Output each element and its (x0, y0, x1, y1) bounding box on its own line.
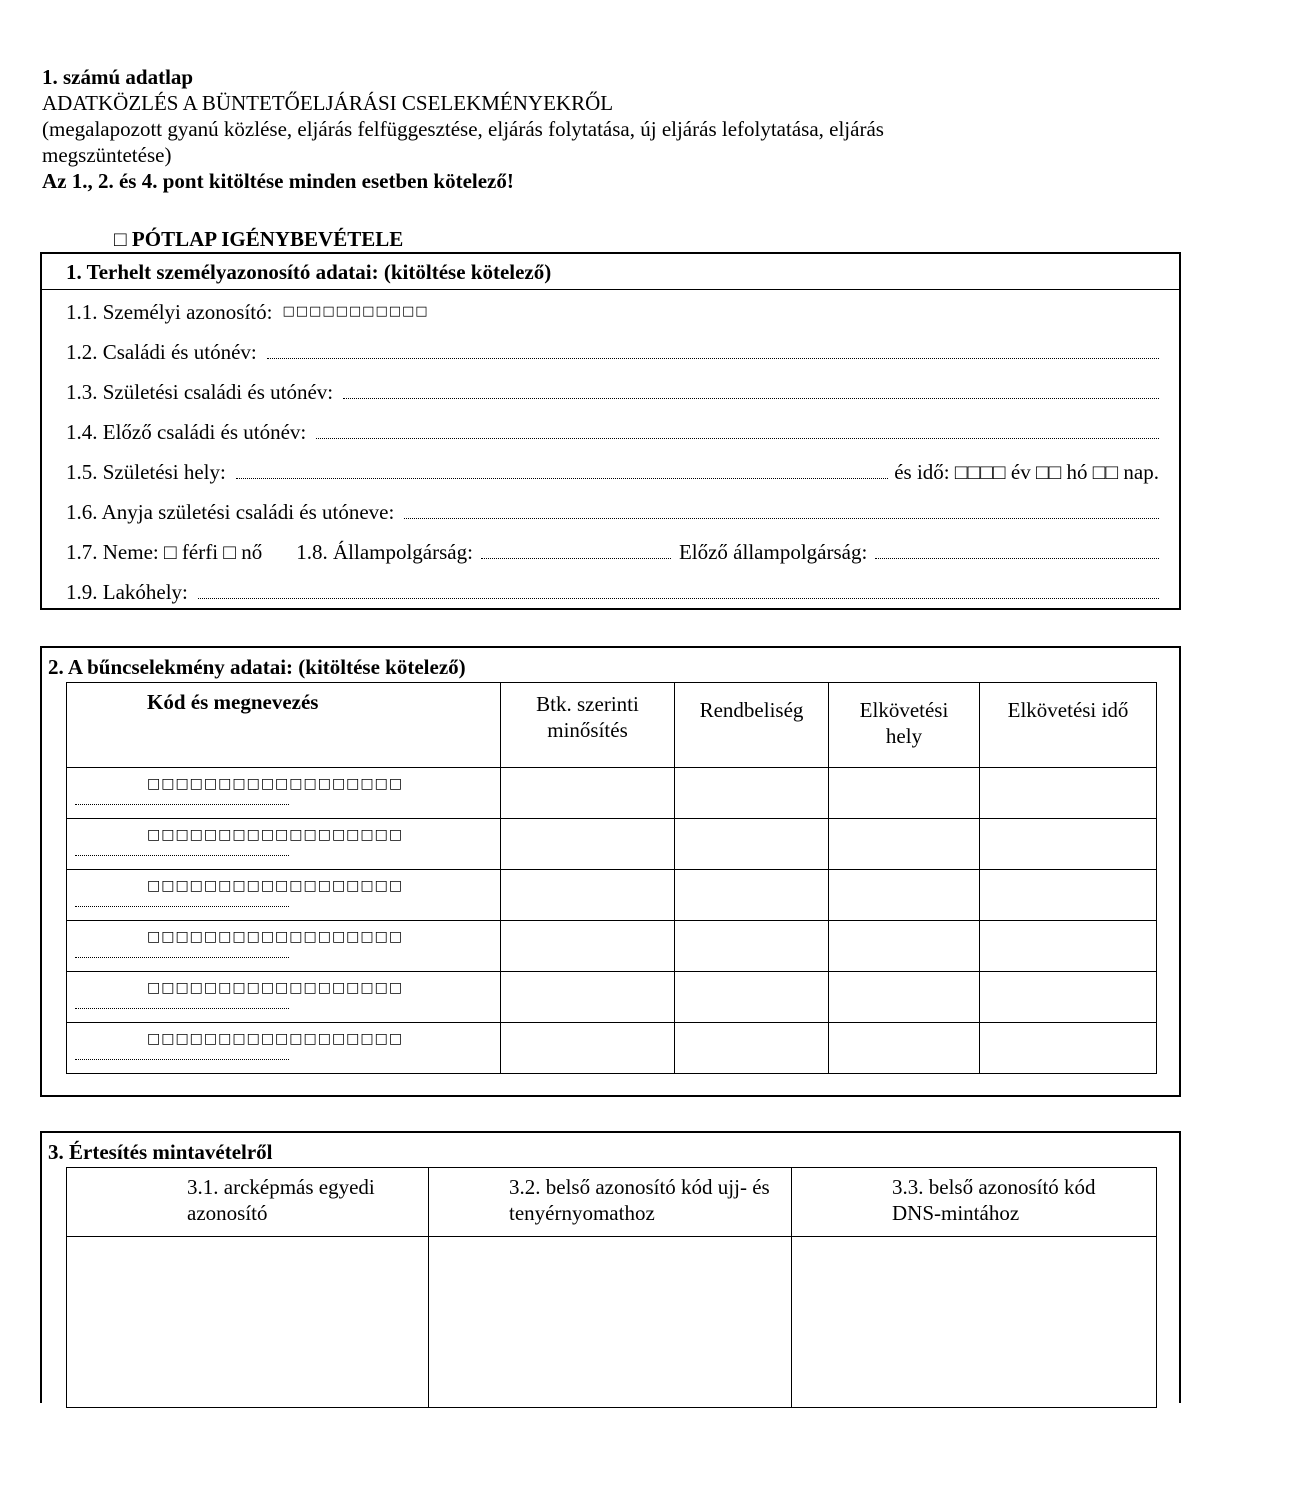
place-cell[interactable] (829, 921, 980, 972)
sample-table-header (67, 1168, 1157, 1237)
name-line[interactable] (75, 957, 289, 958)
code-cell[interactable] (67, 870, 501, 921)
code-cell[interactable] (67, 1023, 501, 1074)
form-number: 1. számú adatlap (42, 65, 194, 89)
table-row (67, 819, 1157, 870)
offense-table-header (67, 683, 1157, 768)
field-1-2[interactable] (66, 339, 1159, 365)
code-cell[interactable] (67, 819, 501, 870)
table-row (67, 768, 1157, 819)
col-header-dna-code: 3.3. belső azonosító kód DNS-mintához (792, 1168, 1157, 1237)
code-boxes[interactable]: □□□□□□□□□□□□□□□□□□ (147, 929, 404, 945)
table-row (67, 972, 1157, 1023)
field-1-1-label: 1.1. Személyi azonosító: (66, 300, 273, 324)
field-1-2-input[interactable] (267, 339, 1159, 359)
code-boxes[interactable]: □□□□□□□□□□□□□□□□□□ (147, 878, 404, 894)
section-1-header (42, 254, 1179, 290)
previous-citizenship-input[interactable] (875, 539, 1159, 559)
table-row (67, 870, 1157, 921)
field-1-5-label: 1.5. Születési hely: (66, 460, 226, 484)
field-1-4-label: 1.4. Előző családi és utónév: (66, 420, 307, 444)
field-1-5[interactable] (66, 459, 1159, 485)
place-cell[interactable] (829, 1023, 980, 1074)
code-cell[interactable] (67, 921, 501, 972)
dna-code-cell[interactable] (792, 1237, 1157, 1408)
col-header-count: Rendbeliség (675, 683, 829, 768)
field-1-2-label: 1.2. Családi és utónév: (66, 340, 257, 364)
btk-cell[interactable] (501, 870, 675, 921)
field-1-3[interactable] (66, 379, 1159, 405)
fingerprint-code-cell[interactable] (429, 1237, 792, 1408)
field-1-6-input[interactable] (404, 499, 1159, 519)
place-cell[interactable] (829, 819, 980, 870)
time-cell[interactable] (980, 870, 1157, 921)
field-1-9[interactable] (66, 579, 1159, 605)
place-cell[interactable] (829, 768, 980, 819)
potlap-checkbox[interactable]: □ PÓTLAP IGÉNYBEVÉTELE (114, 227, 404, 251)
time-cell[interactable] (980, 768, 1157, 819)
previous-citizenship-label: Előző állampolgárság: (678, 540, 868, 564)
gender-field[interactable]: 1.7. Neme: □ férfi □ nő (66, 540, 263, 564)
time-cell[interactable] (980, 1023, 1157, 1074)
btk-cell[interactable] (501, 768, 675, 819)
section-3-title: 3. Értesítés mintavételről (48, 1140, 273, 1164)
field-1-6-label: 1.6. Anyja születési családi és utóneve: (66, 500, 395, 524)
place-cell[interactable] (829, 870, 980, 921)
btk-cell[interactable] (501, 1023, 675, 1074)
offense-table (66, 682, 1157, 1074)
col-header-btk: Btk. szerinti minősítés (501, 683, 675, 768)
sample-table (66, 1167, 1157, 1408)
field-1-9-label: 1.9. Lakóhely: (66, 580, 188, 604)
field-1-3-input[interactable] (343, 379, 1159, 399)
form-title: ADATKÖZLÉS A BÜNTETŐELJÁRÁSI CSELEKMÉNYEKRŐL (42, 91, 614, 115)
btk-cell[interactable] (501, 819, 675, 870)
form-subtitle-2: megszüntetése) (42, 143, 172, 167)
citizenship-label: 1.8. Állampolgárság: (296, 540, 473, 564)
field-1-9-input[interactable] (198, 579, 1159, 599)
section-2 (40, 646, 1181, 1097)
section-3 (40, 1131, 1181, 1403)
section-1 (40, 252, 1181, 610)
col-header-face-id: 3.1. arcképmás egyedi azonosító (67, 1168, 429, 1237)
field-1-5-input[interactable] (236, 459, 888, 479)
count-cell[interactable] (675, 972, 829, 1023)
face-id-cell[interactable] (67, 1237, 429, 1408)
field-1-7-1-8[interactable] (66, 539, 1159, 565)
personal-id-boxes[interactable]: □□□□□□□□□□□ (282, 304, 429, 319)
table-row (67, 921, 1157, 972)
field-1-6[interactable] (66, 499, 1159, 525)
time-cell[interactable] (980, 921, 1157, 972)
place-cell[interactable] (829, 972, 980, 1023)
col-header-time: Elkövetési idő (980, 683, 1157, 768)
code-boxes[interactable]: □□□□□□□□□□□□□□□□□□ (147, 980, 404, 996)
code-boxes[interactable]: □□□□□□□□□□□□□□□□□□ (147, 1031, 404, 1047)
name-line[interactable] (75, 906, 289, 907)
btk-cell[interactable] (501, 921, 675, 972)
name-line[interactable] (75, 855, 289, 856)
table-row (67, 1237, 1157, 1408)
field-1-4-input[interactable] (316, 419, 1159, 439)
name-line[interactable] (75, 1059, 289, 1060)
code-cell[interactable] (67, 768, 501, 819)
name-line[interactable] (75, 1008, 289, 1009)
count-cell[interactable] (675, 921, 829, 972)
table-row (67, 1023, 1157, 1074)
col-header-fingerprint-code: 3.2. belső azonosító kód ujj- és tenyérnyomathoz (429, 1168, 792, 1237)
form-subtitle-1: (megalapozott gyanú közlése, eljárás felfüggesztése, eljárás folytatása, új eljárás lefolytatása, eljárás (42, 117, 884, 141)
code-boxes[interactable]: □□□□□□□□□□□□□□□□□□ (147, 776, 404, 792)
time-cell[interactable] (980, 819, 1157, 870)
code-cell[interactable] (67, 972, 501, 1023)
code-boxes[interactable]: □□□□□□□□□□□□□□□□□□ (147, 827, 404, 843)
field-1-4[interactable] (66, 419, 1159, 445)
col-header-place: Elkövetési hely (829, 683, 980, 768)
citizenship-input[interactable] (481, 539, 671, 559)
section-1-title: 1. Terhelt személyazonosító adatai: (kitöltése kötelező) (66, 260, 552, 284)
col-header-code: Kód és megnevezés (67, 683, 501, 768)
birth-date-boxes[interactable]: és idő: □□□□ év □□ hó □□ nap. (894, 460, 1159, 484)
name-line[interactable] (75, 804, 289, 805)
mandatory-note: Az 1., 2. és 4. pont kitöltése minden esetben kötelező! (42, 169, 514, 193)
time-cell[interactable] (980, 972, 1157, 1023)
btk-cell[interactable] (501, 972, 675, 1023)
count-cell[interactable] (675, 870, 829, 921)
field-1-1[interactable] (66, 299, 1159, 325)
form-header (42, 64, 1142, 194)
count-cell[interactable] (675, 768, 829, 819)
count-cell[interactable] (675, 1023, 829, 1074)
section-2-title: 2. A bűncselekmény adatai: (kitöltése kötelező) (48, 655, 466, 679)
count-cell[interactable] (675, 819, 829, 870)
field-1-3-label: 1.3. Születési családi és utónév: (66, 380, 334, 404)
